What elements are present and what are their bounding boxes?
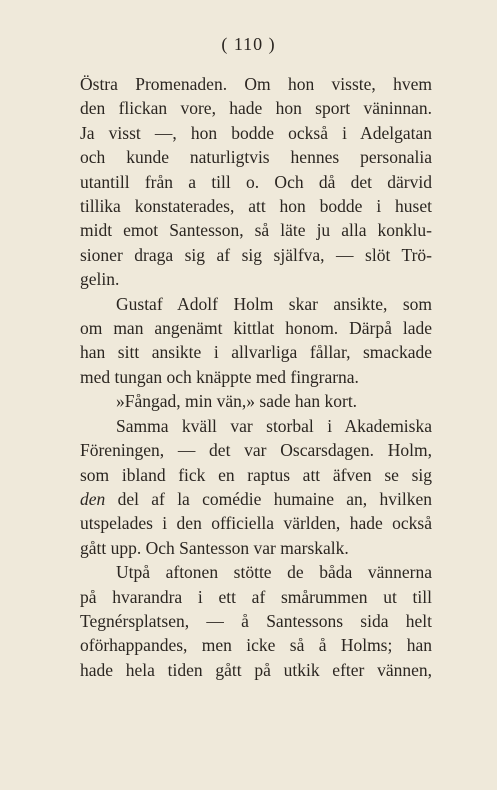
text-line: utantill från a till o. Och då det därvid	[80, 171, 432, 192]
paragraph-2	[80, 292, 432, 390]
text-line: sioner draga sig af sig själfva, — slöt Trö-	[80, 244, 432, 265]
text-line: Föreningen, — det var Oscarsdagen. Holm,	[80, 440, 432, 461]
text-line: på hvarandra i ett af smårummen ut till	[80, 586, 432, 607]
text-line: och kunde naturligtvis hennes personalia	[80, 147, 432, 168]
text-line: han sitt ansikte i allvarliga fållar, smackade	[80, 342, 432, 363]
text-line: Östra Promenaden. Om hon visste, hvem	[80, 74, 432, 94]
text-line: med tungan och knäppte med fingrarna.	[80, 366, 359, 387]
text-line: utspelades i den officiella världen, hade också	[80, 513, 432, 534]
text-line: gelin.	[80, 269, 120, 290]
paragraph-1	[80, 72, 432, 292]
text-line: den flickan vore, hade hon sport väninnan.	[80, 98, 432, 119]
text-line: »Fångad, min vän,» sade han kort.	[116, 391, 358, 412]
text-line: tillika konstaterades, att hon bodde i huset	[80, 196, 432, 217]
text-line-italic-start: den del af la comédie humaine an, hvilken	[80, 488, 432, 509]
paragraph-5	[80, 560, 432, 682]
text-line: som ibland fick en raptus att äfven se sig	[80, 464, 432, 485]
text-line: Ja visst —, hon bodde också i Adelgatan	[80, 122, 432, 143]
paragraph-4	[80, 414, 432, 560]
text-line: oförhappandes, men icke så å Holms; han	[80, 635, 432, 656]
text-line: hade hela tiden gått på utkik efter vännen,	[80, 659, 432, 680]
italic-word: den	[80, 488, 106, 509]
page-number: ( 110 )	[221, 34, 276, 54]
text-line: om man angenämt kittlat honom. Därpå lade	[80, 318, 432, 339]
text-body	[80, 72, 432, 682]
text-line: gått upp. Och Santesson var marskalk.	[80, 537, 349, 558]
text-line: Samma kväll var storbal i Akademiska	[116, 415, 432, 436]
text-line: midt emot Santesson, så läte ju alla konklu-	[80, 220, 432, 241]
text-line: Tegnérsplatsen, — å Santessons sida helt	[80, 610, 432, 631]
text-line: Gustaf Adolf Holm skar ansikte, som	[116, 293, 432, 314]
paragraph-3	[80, 389, 432, 413]
text-line: Utpå aftonen stötte de båda vännerna	[116, 562, 432, 583]
